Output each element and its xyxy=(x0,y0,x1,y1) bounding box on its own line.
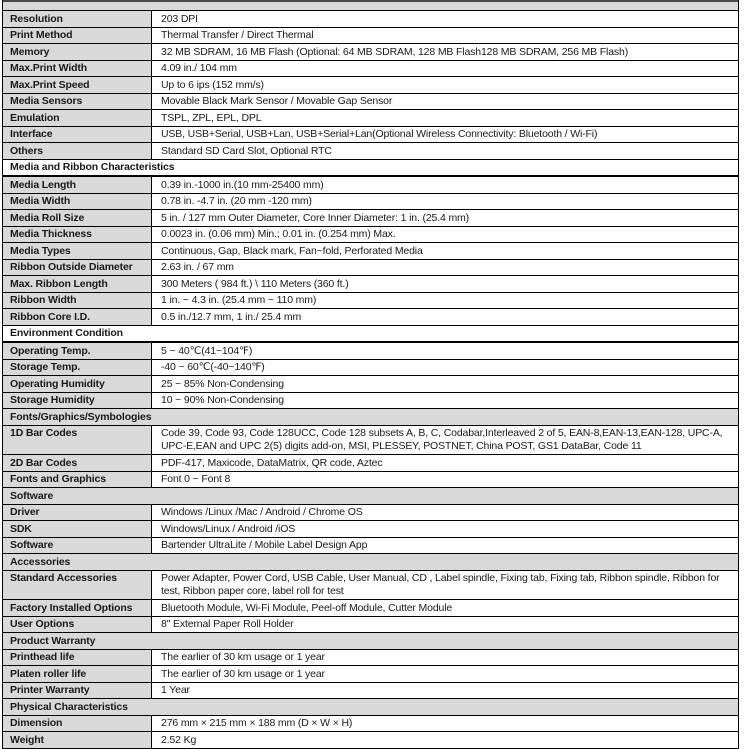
section-header-label: Media and Ribbon Characteristics xyxy=(10,161,175,173)
spec-row xyxy=(3,599,738,616)
spec-label-cell: Dimension xyxy=(3,716,151,732)
spec-row xyxy=(3,682,738,699)
spec-value-cell: PDF-417, Maxicode, DataMatrix, QR code, Aztec xyxy=(151,455,738,471)
spec-label-cell: Ribbon Outside Diameter xyxy=(3,260,151,276)
section-header-row xyxy=(3,325,738,343)
spec-label-cell: Max.Print Width xyxy=(3,61,151,77)
spec-value-cell: 25 ~ 85% Non-Condensing xyxy=(151,376,738,392)
spec-label-cell: 2D Bar Codes xyxy=(3,455,151,471)
spec-row xyxy=(3,471,738,488)
spec-row xyxy=(3,342,738,359)
spec-value-cell: Movable Black Mark Sensor / Movable Gap Sensor xyxy=(151,94,738,110)
section-header-label: Physical Characteristics xyxy=(10,700,128,713)
spec-label-cell: Operating Temp. xyxy=(3,343,151,359)
spec-row xyxy=(3,60,738,77)
spec-value-cell: The earlier of 30 km usage or 1 year xyxy=(151,650,738,666)
spec-row xyxy=(3,76,738,93)
spec-label-cell: Factory Installed Options xyxy=(3,600,151,616)
spec-label-cell: Max. Ribbon Length xyxy=(3,276,151,292)
spec-label-cell: Standard Accessories xyxy=(3,571,151,600)
spec-value-cell: 1 in. ~ 4.3 in. (25.4 mm ~ 110 mm) xyxy=(151,293,738,309)
spec-label-cell: SDK xyxy=(3,521,151,537)
spec-label-cell: Storage Temp. xyxy=(3,360,151,376)
spec-label-cell: Media Types xyxy=(3,243,151,259)
section-header-row xyxy=(3,159,738,177)
spec-value-cell: 5 in. / 127 mm Outer Diameter, Core Inner Diameter: 1 in. (25.4 mm) xyxy=(151,210,738,226)
spec-label-cell: Ribbon Width xyxy=(3,293,151,309)
spec-value-cell: 300 Meters ( 984 ft.) \ 110 Meters (360 ft.) xyxy=(151,276,738,292)
spec-value-cell: TSPL, ZPL, EPL, DPL xyxy=(151,110,738,126)
spec-row xyxy=(3,275,738,292)
section-header-row xyxy=(3,487,738,504)
spec-value-cell: 5 ~ 40℃(41~104℉) xyxy=(151,343,738,359)
spec-row xyxy=(3,93,738,110)
spec-label-cell: Media Width xyxy=(3,194,151,210)
spec-value-cell: 276 mm × 215 mm × 188 mm (D × W × H) xyxy=(151,716,738,732)
spec-row xyxy=(3,193,738,210)
spec-row xyxy=(3,27,738,44)
spec-value-cell: 0.39 in.-1000 in.(10 mm-25400 mm) xyxy=(151,177,738,193)
spec-value-cell: 2.63 in. / 67 mm xyxy=(151,260,738,276)
spec-value-cell: -40 ~ 60℃(-40~140℉) xyxy=(151,360,738,376)
spec-value-cell: 10 ~ 90% Non-Condensing xyxy=(151,393,738,409)
spec-label-cell: 1D Bar Codes xyxy=(3,426,151,455)
spec-label-cell: Media Roll Size xyxy=(3,210,151,226)
spec-row xyxy=(3,715,738,732)
spec-label-cell: Weight xyxy=(3,732,151,748)
spec-label-cell: Interface xyxy=(3,127,151,143)
spec-row xyxy=(3,126,738,143)
printer-spec-table xyxy=(2,0,739,749)
spec-label-cell: Print Method xyxy=(3,28,151,44)
section-header-label: Product Warranty xyxy=(10,634,96,647)
spec-value-cell: Windows/Linux / Android /iOS xyxy=(151,521,738,537)
spec-row xyxy=(3,10,738,27)
spec-row xyxy=(3,425,738,455)
spec-row xyxy=(3,43,738,60)
spec-label-cell: Media Sensors xyxy=(3,94,151,110)
spec-label-cell: Software xyxy=(3,538,151,554)
spec-label-cell: Printhead life xyxy=(3,650,151,666)
spec-value-cell: Up to 6 ips (152 mm/s) xyxy=(151,77,738,93)
spec-label-cell: Media Thickness xyxy=(3,227,151,243)
spec-value-cell: 0.78 in. -4.7 in. (20 mm -120 mm) xyxy=(151,194,738,210)
spec-row xyxy=(3,731,738,748)
section-header-row xyxy=(3,553,738,570)
section-header-row xyxy=(3,632,738,649)
spec-label-cell: Resolution xyxy=(3,11,151,27)
spec-row xyxy=(3,375,738,392)
spec-row xyxy=(3,292,738,309)
spec-label-cell: Driver xyxy=(3,505,151,521)
spec-value-cell: Bluetooth Module, Wi-Fi Module, Peel-off Module, Cutter Module xyxy=(151,600,738,616)
spec-value-cell: 0.5 in./12.7 mm, 1 in./ 25.4 mm xyxy=(151,309,738,325)
spec-row xyxy=(3,504,738,521)
spec-row xyxy=(3,109,738,126)
spec-value-cell: 0.0023 in. (0.06 mm) Min.; 0.01 in. (0.254 mm) Max. xyxy=(151,227,738,243)
spec-label-cell: Fonts and Graphics xyxy=(3,472,151,488)
spec-value-cell: Code 39, Code 93, Code 128UCC, Code 128 subsets A, B, C, Codabar,Interleaved 2 of 5, EAN-8,EAN-13,EAN-128, UPC-A, UPC-E,EAN and UPC 2(5) digits add-on, MSI, PLESSEY, POSTNET, China POST, GS1 DataBar, Code 11 xyxy=(151,426,738,455)
spec-row xyxy=(3,242,738,259)
spec-row xyxy=(3,454,738,471)
spec-label-cell: Platen roller life xyxy=(3,666,151,682)
spec-row xyxy=(3,570,738,600)
section-header-label: Accessories xyxy=(10,555,71,568)
section-header-row xyxy=(3,408,738,425)
spec-value-cell: The earlier of 30 km usage or 1 year xyxy=(151,666,738,682)
spec-value-cell: Windows /Linux /Mac / Android / Chrome OS xyxy=(151,505,738,521)
spec-row xyxy=(3,537,738,554)
spec-value-cell: Standard SD Card Slot, Optional RTC xyxy=(151,143,738,159)
spec-row xyxy=(3,392,738,409)
spec-value-cell: 203 DPI xyxy=(151,11,738,27)
spec-label-cell: User Options xyxy=(3,617,151,633)
spec-row xyxy=(3,520,738,537)
spec-value-cell: 4.09 in./ 104 mm xyxy=(151,61,738,77)
spec-row xyxy=(3,259,738,276)
section-header-label: Software xyxy=(10,489,54,502)
spec-label-cell: Media Length xyxy=(3,177,151,193)
cutoff-header-row xyxy=(3,0,738,10)
spec-value-cell: 1 Year xyxy=(151,683,738,699)
spec-label-cell: Emulation xyxy=(3,110,151,126)
spec-label-cell: Others xyxy=(3,143,151,159)
spec-value-cell: Bartender UltraLite / Mobile Label Design App xyxy=(151,538,738,554)
spec-value-cell: Continuous, Gap, Black mark, Fan~fold, Perforated Media xyxy=(151,243,738,259)
spec-value-cell: 8" External Paper Roll Holder xyxy=(151,617,738,633)
spec-label-cell: Ribbon Core I.D. xyxy=(3,309,151,325)
spec-row xyxy=(3,616,738,633)
spec-row xyxy=(3,308,738,325)
spec-label-cell: Operating Humidity xyxy=(3,376,151,392)
section-header-row xyxy=(3,698,738,715)
spec-row xyxy=(3,359,738,376)
spec-row xyxy=(3,649,738,666)
spec-row xyxy=(3,176,738,193)
spec-row xyxy=(3,665,738,682)
spec-value-cell: Thermal Transfer / Direct Thermal xyxy=(151,28,738,44)
spec-value-cell: USB, USB+Serial, USB+Lan, USB+Serial+Lan(Optional Wireless Connectivity: Bluetooth / Wi-Fi) xyxy=(151,127,738,143)
spec-value-cell: 2.52 Kg xyxy=(151,732,738,748)
spec-row xyxy=(3,209,738,226)
section-header-label: Fonts/Graphics/Symbologies xyxy=(10,410,152,423)
spec-label-cell: Max.Print Speed xyxy=(3,77,151,93)
spec-value-cell: Font 0 ~ Font 8 xyxy=(151,472,738,488)
spec-row xyxy=(3,142,738,159)
spec-label-cell: Storage Humidity xyxy=(3,393,151,409)
spec-label-cell: Printer Warranty xyxy=(3,683,151,699)
spec-value-cell: Power Adapter, Power Cord, USB Cable, User Manual, CD , Label spindle, Fixing tab, Fixing tab, Ribbon spindle, Ribbon for test, Ribbon paper core, label roll for test xyxy=(151,571,738,600)
spec-value-cell: 32 MB SDRAM, 16 MB Flash (Optional: 64 MB SDRAM, 128 MB Flash128 MB SDRAM, 256 MB Flash) xyxy=(151,44,738,60)
section-header-label: Environment Condition xyxy=(10,327,123,339)
spec-label-cell: Memory xyxy=(3,44,151,60)
spec-row xyxy=(3,226,738,243)
